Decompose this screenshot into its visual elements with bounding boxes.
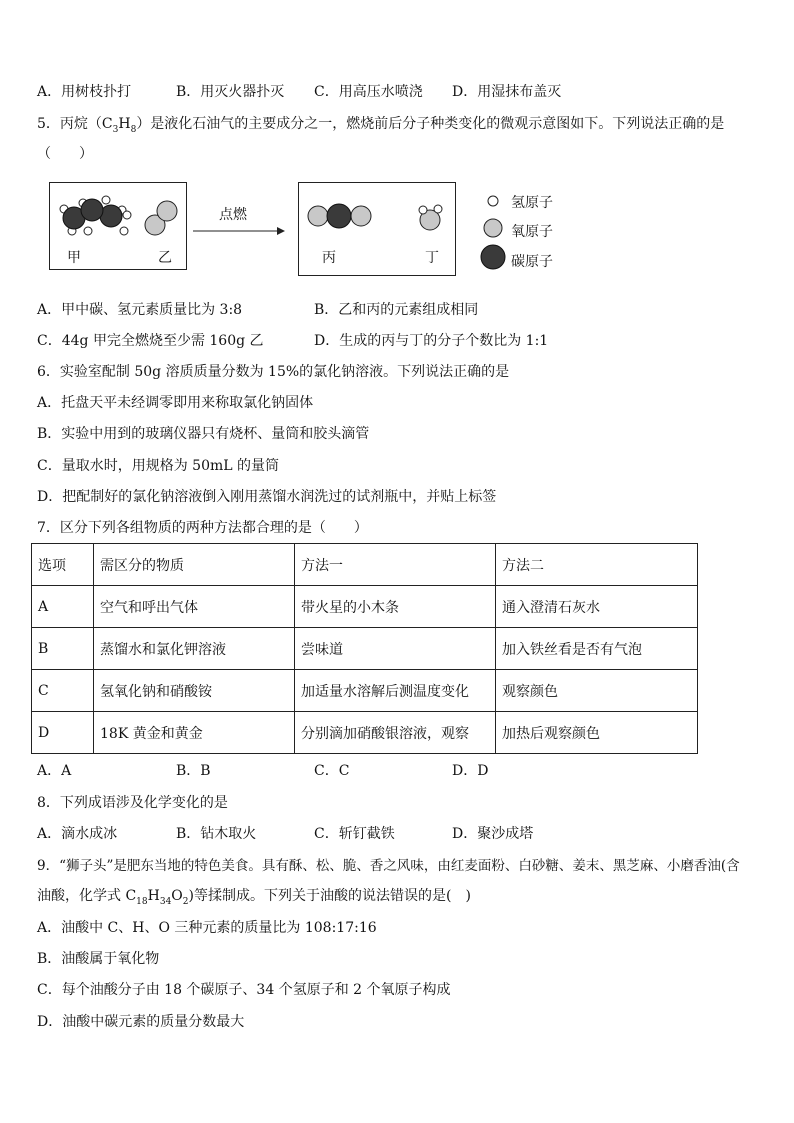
q7-option-b: B．B [176,763,211,779]
table-cell: 带火星的小木条 [295,586,496,628]
q5-stem: 5．丙烷$(C_3H_8)$是液化石油气的主要成分之一，燃烧前后分子种类变化的微观示意图如下。下列说法正确的是 [37,116,725,135]
q5-option-a: A．甲中碳、氢元素质量比为 3:8 [37,302,243,318]
table-cell: D [32,712,94,754]
table-header-cell: 需区分的物质 [94,544,295,586]
table-cell: 蒸馏水和氯化钾溶液 [94,628,295,670]
table-row [32,586,698,628]
table-cell: C [32,670,94,712]
table-cell: 分别滴加硝酸银溶液，观察 [295,712,496,754]
table-cell: 18K 黄金和黄金 [94,712,295,754]
legend-oxygen: 氧原子 [511,224,553,240]
table-cell: 加热后观察颜色 [496,712,698,754]
q7-option-a: A．A [37,763,72,779]
q8-option-a: A．滴水成冰 [37,826,118,842]
label-jia: 甲 [67,250,81,266]
table-cell: A [32,586,94,628]
q6-option-a: A．托盘天平未经调零即用来称取氯化钠固体 [37,395,314,411]
q4-option-b: B．用灭火器扑灭 [176,84,285,100]
q9-stem-line1: 9．“狮子头”是肥东当地的特色美食。具有酥、松、脆、香之风味，由红麦面粉、白砂糖、姜末、黑芝麻、小磨香油(含 [37,858,740,874]
table-cell: 加适量水溶解后测温度变化 [295,670,496,712]
q8-stem: 8．下列成语涉及化学变化的是 [37,795,228,811]
water-molecule [419,205,442,230]
legend-carbon: 碳原子 [511,254,553,270]
q4-option-d: D．用湿抹布盖灭 [452,84,562,100]
q9-stem-line2: 油酸，化学式 $C_{18}H_{34}O_2$)等揉制成。下列关于油酸的说法错误的是( ) [37,888,471,907]
table-header-cell: 选项 [32,544,94,586]
table-cell: B [32,628,94,670]
q6-option-b: B．实验中用到的玻璃仪器只有烧杯、量筒和胶头滴管 [37,426,370,442]
label-bing: 丙 [322,250,336,266]
carbon-dioxide-molecule [308,204,371,228]
table-cell: 氢氧化钠和硝酸铵 [94,670,295,712]
q6-option-c: C．量取水时，用规格为 50mL 的量筒 [37,458,279,474]
table-header-cell: 方法一 [295,544,496,586]
q7-option-d: D．D [452,763,489,779]
reactants-box [49,182,187,270]
q8-option-d: D．聚沙成塔 [452,826,534,842]
q4-option-a: A．用树枝扑打 [37,84,132,100]
legend-hydrogen: 氢原子 [511,195,553,211]
q5-option-d: D．生成的丙与丁的分子个数比为 1:1 [314,333,549,349]
oxygen-molecule [145,201,177,235]
label-yi: 乙 [158,250,172,266]
hydrogen-atom-icon [488,196,498,206]
q5-option-c: C．44g 甲完全燃烧至少需 160g 乙 [37,333,264,349]
q8-option-c: C．斩钉截铁 [314,826,395,842]
table-cell: 尝味道 [295,628,496,670]
q9-option-c: C．每个油酸分子由 18 个碳原子、34 个氢原子和 2 个氧原子构成 [37,982,451,998]
table-row [32,712,698,754]
legend-icons [478,192,508,274]
q7-table [31,543,698,754]
reaction-arrow-icon [193,225,285,237]
table-row [32,628,698,670]
table-row [32,670,698,712]
q6-stem: 6．实验室配制 50g 溶质质量分数为 15%的氯化钠溶液。下列说法正确的是 [37,364,510,380]
q5-answer-blank: （ ） [37,146,93,162]
q7-option-c: C．C [314,763,350,779]
products-box [298,182,456,276]
arrow-label: 点燃 [219,207,247,223]
oxygen-atom-icon [484,219,502,237]
q9-option-d: D．油酸中碳元素的质量分数最大 [37,1014,245,1030]
q9-option-a: A．油酸中 C、H、O 三种元素的质量比为 108:17:16 [37,920,377,936]
table-cell: 观察颜色 [496,670,698,712]
q8-option-b: B．钻木取火 [176,826,257,842]
table-header-cell: 方法二 [496,544,698,586]
table-header-row [32,544,698,586]
table-cell: 空气和呼出气体 [94,586,295,628]
q7-stem: 7．区分下列各组物质的两种方法都合理的是（ ） [37,520,368,536]
q6-option-d: D．把配制好的氯化钠溶液倒入刚用蒸馏水润洗过的试剂瓶中，并贴上标签 [37,489,497,505]
table-cell: 通入澄清石灰水 [496,586,698,628]
q9-option-b: B．油酸属于氧化物 [37,951,160,967]
q4-option-c: C．用高压水喷浇 [314,84,423,100]
carbon-atom-icon [481,245,505,269]
label-ding: 丁 [425,250,439,266]
table-cell: 加入铁丝看是否有气泡 [496,628,698,670]
propane-molecule [60,196,131,235]
q5-option-b: B．乙和丙的元素组成相同 [314,302,479,318]
